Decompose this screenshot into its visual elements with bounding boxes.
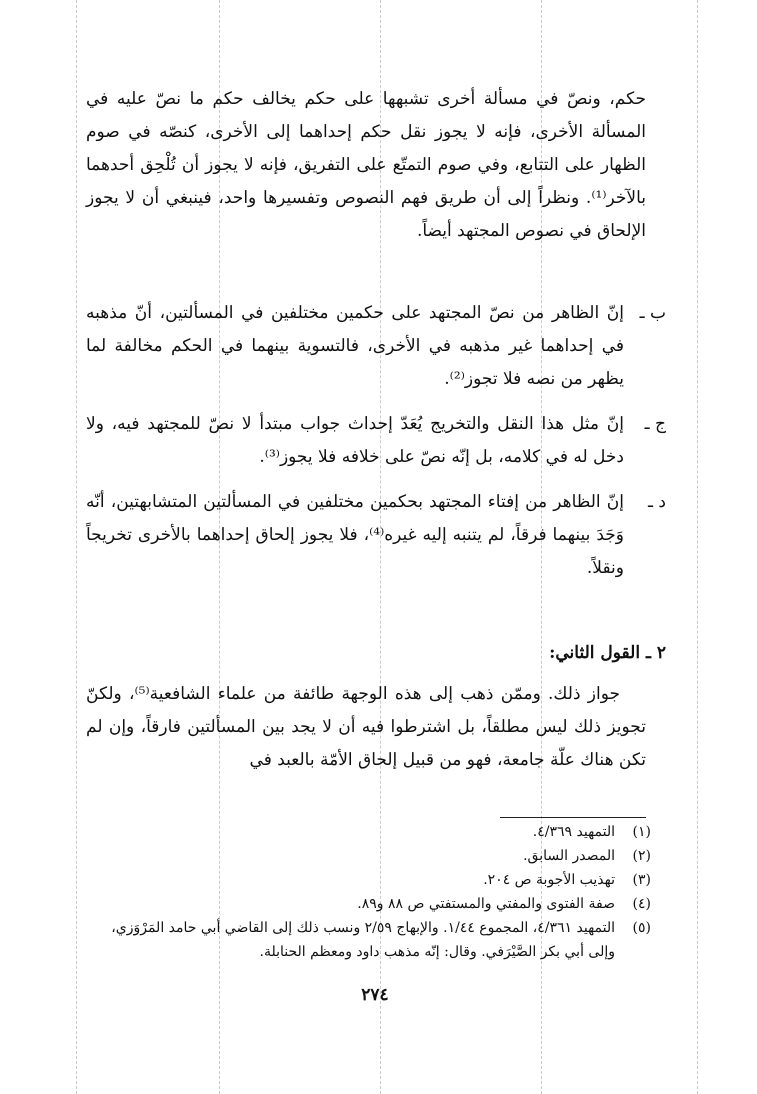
item-text: إنّ الظاهر من نصّ المجتهد على حكمين مختلفين في المسألتين، أنّ مذهبه في إحداهما غير مذهبه في الأخرى، فالتسوية بينهما في الحكم مخالفة لما يظهر من نصه فلا تجوز⁽²⁾.: [86, 303, 624, 389]
footnote-number: (٣): [632, 872, 651, 888]
item-text: إنّ مثل هذا النقل والتخريج يُعَدّ إحداث جواب مبتدأ لا نصّ للمجتهد فيه، ولا دخل له في كلامه، بل إنّه نصّ على خلافه فلا يجوز⁽³⁾.: [86, 414, 624, 467]
margin-guide-left: [76, 0, 77, 1094]
footnote-separator: [500, 817, 646, 818]
item-marker: ج ـ: [644, 414, 666, 434]
footnote-text: التمهيد ٤/٣٦٩.: [532, 824, 615, 840]
footnotes: [86, 820, 651, 964]
margin-guide-right: [697, 0, 698, 1094]
item-marker: ب ـ: [639, 303, 666, 323]
item-marker: د ـ: [648, 492, 666, 512]
footnote: [86, 916, 651, 964]
footnote-number: (٢): [632, 848, 651, 864]
footnote: [86, 868, 651, 892]
footnote-number: (٥): [632, 920, 651, 936]
section-paragraph: [86, 678, 646, 777]
footnote-number: (١): [632, 824, 651, 840]
footnote-text: التمهيد ٤/٣٦١، المجموع ١/٤٤. والإبهاج ٢/٥٩ ونسب ذلك إلى القاضي أبي حامد المَرْوَزي، وإلى أبي بكر الصَّيْرَفي. وقال: إنّه مذهب داود ومعظم الحنابلة.: [111, 920, 615, 960]
list-item-ba: [86, 297, 666, 396]
footnote: [86, 892, 651, 916]
section-heading: ٢ ـ القول الثاني:: [549, 643, 666, 663]
paragraph-text: حكم، ونصّ في مسألة أخرى تشبهها على حكم يخالف حكم ما نصّ عليه في المسألة الأخرى، فإنه لا يجوز نقل حكم إحداهما إلى الأخرى، كنصّه في صوم الظهار على التتابع، وفي صوم التمتّع على التفريق، فإنه لا يجوز أن تُلْحِق أحدهما بالآخر⁽¹⁾. ونظراً إلى أن طريق فهم النصوص وتفسيرها واحد، فينبغي أن لا يجوز الإلحاق في نصوص المجتهد أيضاً.: [86, 89, 646, 241]
footnote-text: المصدر السابق.: [523, 848, 615, 864]
continuation-paragraph: [86, 83, 646, 248]
footnote-text: صفة الفتوى والمفتي والمستفتي ص ٨٨ و٨٩.: [357, 896, 615, 912]
page-number: ٢٧٤: [361, 985, 389, 1005]
footnote-text: تهذيب الأجوبة ص ٢٠٤.: [483, 872, 615, 888]
footnote-number: (٤): [632, 896, 651, 912]
list-item-dal: [86, 486, 666, 585]
list-item-jim: [86, 408, 666, 474]
footnote: [86, 820, 651, 844]
paragraph-text: جواز ذلك. وممّن ذهب إلى هذه الوجهة طائفة من علماء الشافعية⁽⁵⁾، ولكنّ تجويز ذلك ليس مطلقاً، بل اشترطوا فيه أن لا يجد بين المسألتين فارقاً، وإن لم تكن هناك علّة جامعة، فهو من قبيل إلحاق الأمّة بالعبد في: [86, 684, 646, 770]
item-text: إنّ الظاهر من إفتاء المجتهد بحكمين مختلفين في المسألتين المتشابهتين، أنّه وَجَدَ بينهما فرقاً، لم يتنبه إليه غيره⁽⁴⁾، فلا يجوز إلحاق إحداهما بالأخرى تخريجاً ونقلاً.: [86, 492, 624, 578]
footnote: [86, 844, 651, 868]
